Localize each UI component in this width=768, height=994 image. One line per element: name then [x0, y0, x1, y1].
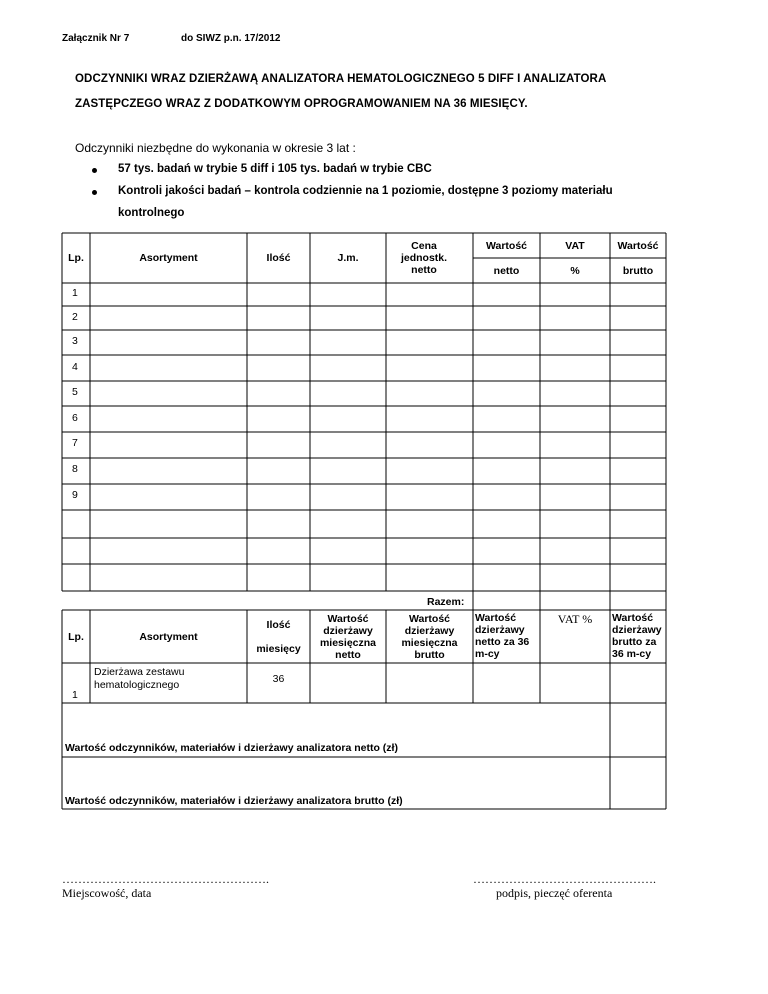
col-header-netto: netto	[493, 264, 520, 277]
t2-header-wd-brutto: Wartość dzierżawy miesięczna brutto	[401, 612, 458, 661]
col-header-cena: Cena jednostk. netto	[400, 240, 448, 276]
col-header-brutto: brutto	[622, 264, 654, 277]
attachment-label: Załącznik Nr 7	[62, 33, 130, 44]
col-header-wartosc-brutto: Wartość	[617, 239, 659, 252]
t2-asortyment-value: Dzierżawa zestawu hematologicznego	[94, 666, 185, 691]
row-number: 5	[72, 386, 78, 398]
col-header-ilosc: Ilość	[266, 252, 291, 264]
bullet-text: 57 tys. badań w trybie 5 diff i 105 tys. badań w trybie CBC	[118, 163, 432, 175]
razem-label: Razem:	[427, 596, 465, 608]
summary-netto-label: Wartość odczynników, materiałów i dzierżawy analizatora netto (zł)	[65, 742, 398, 754]
t2-header-ilosc: Ilość	[266, 619, 291, 631]
bullet-text: Kontroli jakości badań – kontrola codziennie na 1 poziomie, dostępne 3 poziomy materiału	[118, 185, 613, 197]
t2-header-wd-netto36: Wartość dzierżawy netto za 36 m-cy	[475, 612, 530, 660]
place-date-label: Miejscowość, data	[62, 886, 152, 900]
col-header-vat: VAT	[565, 239, 585, 252]
document-title-line2: ZASTĘPCZEGO WRAZ Z DODATKOWYM OPROGRAMOWANIEM NA 36 MIESIĘCY.	[75, 98, 528, 110]
t2-header-asortyment: Asortyment	[139, 630, 198, 643]
col-header-asortyment: Asortyment	[139, 252, 198, 264]
col-header-lp: Lp.	[68, 252, 84, 264]
t2-header-wd-brutto36: Wartość dzierżawy brutto za 36 m-cy	[612, 612, 662, 660]
reference-label: do SIWZ p.n. 17/2012	[181, 33, 281, 44]
document-title-line1: ODCZYNNIKI WRAZ DZIERŻAWĄ ANALIZATORA HEMATOLOGICZNEGO 5 DIFF I ANALIZATORA	[75, 73, 607, 85]
row-number: 1	[72, 689, 78, 701]
col-header-jm: J.m.	[337, 252, 359, 264]
place-date-dots: …………………………………………….	[62, 872, 269, 886]
intro-text: Odczynniki niezbędne do wykonania w okresie 3 lat :	[75, 141, 356, 155]
t2-header-lp: Lp.	[68, 630, 84, 643]
row-number: 8	[72, 463, 78, 475]
row-number: 7	[72, 437, 78, 449]
row-number: 2	[72, 311, 78, 323]
t2-header-vat: VAT %	[557, 612, 593, 626]
row-number: 4	[72, 361, 78, 373]
summary-brutto-label: Wartość odczynników, materiałów i dzierżawy analizatora brutto (zł)	[65, 795, 403, 807]
t2-months-value: 36	[272, 673, 285, 685]
row-number: 1	[72, 287, 78, 299]
signature-dots: ……………………………………….	[473, 872, 656, 886]
row-number: 6	[72, 412, 78, 424]
t2-header-miesiecy: miesięcy	[256, 643, 301, 655]
col-header-wartosc-netto: Wartość	[485, 239, 528, 252]
bullet-text: kontrolnego	[118, 207, 185, 219]
signature-label: podpis, pieczęć oferenta	[496, 886, 613, 900]
row-number: 9	[72, 489, 78, 501]
row-number: 3	[72, 335, 78, 347]
col-header-vat-percent: %	[570, 264, 580, 277]
t2-header-wd-netto: Wartość dzierżawy miesięczna netto	[319, 612, 377, 661]
